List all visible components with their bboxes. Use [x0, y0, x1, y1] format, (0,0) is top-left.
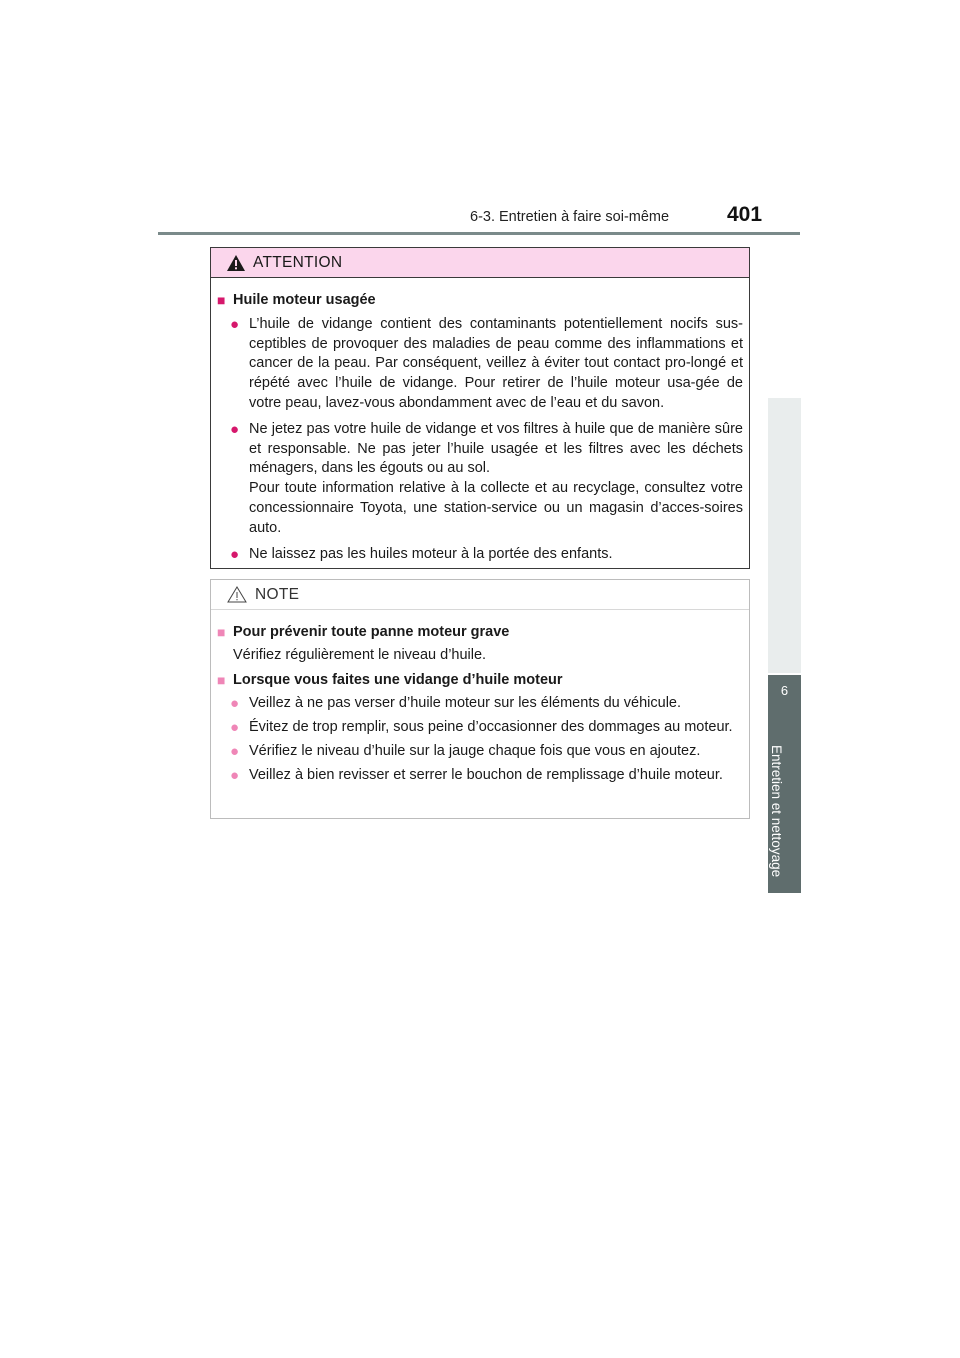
list-item [217, 718, 743, 738]
attention-header [211, 248, 749, 278]
heading-text: Huile moteur usagée [233, 292, 376, 308]
note-box [210, 579, 750, 819]
square-bullet-icon: ■ [217, 671, 226, 688]
header-rule [158, 232, 800, 235]
list-item [217, 766, 743, 786]
chapter-number: 6 [780, 683, 789, 698]
bullet-continuation: Pour toute information relative à la collecte et au recyclage, consultez votre concessionnaire Toyota, une station-service ou un magasin d’acces-soires auto. [249, 480, 743, 536]
dot-bullet-icon: ● [230, 315, 240, 333]
bullet-text: Vérifiez le niveau d’huile sur la jauge chaque fois que vous en ajoutez. [249, 742, 701, 759]
section-heading [217, 291, 743, 311]
bullet-text: Évitez de trop remplir, sous peine d’occasionner des dommages au moteur. [249, 719, 733, 736]
warning-icon [227, 255, 245, 271]
page-number: 401 [727, 203, 763, 226]
page-header [0, 0, 960, 240]
attention-title: ATTENTION [253, 253, 343, 271]
list-item [217, 420, 743, 539]
bullet-text: Veillez à ne pas verser d’huile moteur sur les éléments du véhicule. [249, 695, 682, 712]
heading-text: Lorsque vous faites une vidange d’huile moteur [233, 671, 563, 688]
caution-icon [227, 586, 247, 603]
dot-bullet-icon: ● [230, 420, 240, 438]
square-bullet-icon: ■ [217, 292, 226, 308]
chapter-label: Entretien et nettoyage [769, 745, 784, 878]
dot-bullet-icon: ● [230, 719, 240, 737]
section-text: Vérifiez régulièrement le niveau d’huile. [233, 646, 487, 663]
note-title: NOTE [255, 585, 300, 603]
list-item [217, 742, 743, 762]
square-bullet-icon: ■ [217, 624, 226, 640]
section-heading [217, 671, 743, 691]
bullet-text: L’huile de vidange contient des contaminants potentiellement nocifs sus-ceptibles de provoquer des maladies de peau comme des inflammations et cancer de la peau. Par conséquent, veillez à éviter tout contact pro-longé et répété avec l’huile de vidange. Pour retirer de l’huile moteur usa-gée de votre peau, lavez-vous abondamment avec de l’eau et du savon. [249, 315, 743, 411]
list-item [217, 694, 743, 714]
list-item [217, 545, 743, 565]
dot-bullet-icon: ● [230, 742, 240, 760]
attention-body [211, 278, 749, 564]
attention-box [210, 247, 750, 569]
section-title: 6-3. Entretien à faire soi-même [470, 209, 670, 225]
dot-bullet-icon: ● [230, 695, 240, 713]
dot-bullet-icon: ● [230, 766, 240, 784]
bullet-text: Ne jetez pas votre huile de vidange et vos filtres à huile que de manière sûre et responsable. Ne pas jeter l’huile usagée et les filtres avec les déchets ménagers, dans les égouts ou au sol. [249, 420, 743, 477]
note-body [211, 610, 749, 786]
bullet-text: Ne laissez pas les huiles moteur à la portée des enfants. [249, 545, 613, 562]
bullet-text: Veillez à bien revisser et serrer le bouchon de remplissage d’huile moteur. [249, 766, 723, 783]
note-header [211, 580, 749, 610]
heading-text: Pour prévenir toute panne moteur grave [233, 624, 510, 640]
side-tab-background [768, 398, 801, 673]
list-item [217, 315, 743, 414]
section-heading [217, 623, 743, 643]
dot-bullet-icon: ● [230, 545, 240, 563]
